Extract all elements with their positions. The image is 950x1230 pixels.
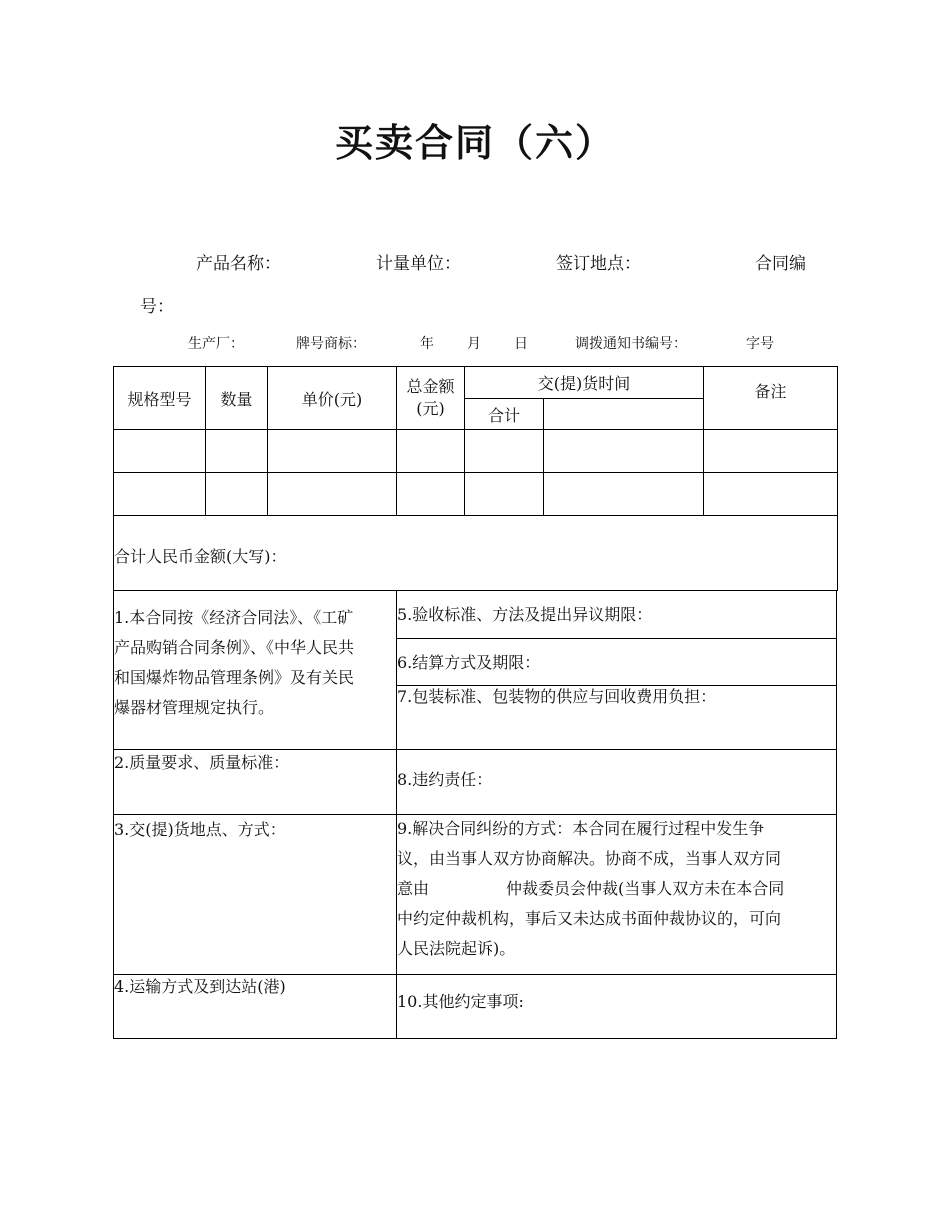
factory-label: 生产厂：: [188, 336, 244, 352]
clause-1-line: 爆器材管理规定执行。: [114, 698, 275, 717]
cell: [206, 473, 268, 516]
clause-1: [114, 603, 404, 723]
header-qty: 数量: [206, 367, 268, 430]
cell: [465, 430, 544, 473]
clause-2: 2.质量要求、质量标准：: [114, 753, 290, 772]
header-delivery: 交(提)货时间: [465, 367, 704, 399]
notice-no-label: 调拨通知书编号：: [575, 336, 687, 352]
clauses-section: [113, 590, 837, 1039]
header-remark: 备注: [704, 367, 838, 430]
clause-1-line: 和国爆炸物品管理条例》及有关民: [114, 668, 355, 687]
clause-9-line: [397, 874, 837, 904]
clause-9-line: 议，由当事人双方协商解决。协商不成，当事人双方同: [397, 849, 782, 868]
header-total: [397, 367, 465, 430]
clause-1-line: 产品购销合同条例》、《中华人民共: [114, 638, 355, 657]
cell: [544, 430, 704, 473]
clause-9-line: 9.解决合同纠纷的方式：本合同在履行过程中发生争: [397, 819, 765, 838]
cell: [397, 473, 465, 516]
clause-9-line: 中约定仲裁机构，事后又未达成书面仲裁协议的，可向: [397, 909, 782, 928]
zi-hao-label: 字号: [746, 336, 774, 352]
cell: [465, 473, 544, 516]
cell: [114, 430, 206, 473]
header-total-a: 总金额: [406, 377, 455, 396]
clause-1-line: 1.本合同按《经济合同法》、《工矿: [114, 608, 354, 627]
cell: [268, 430, 397, 473]
clause-10: 10.其他约定事项:: [397, 992, 524, 1011]
header-total-b: (元): [416, 399, 445, 418]
document-title: 买卖合同（六）: [334, 121, 615, 165]
day-label: 日: [514, 336, 528, 352]
product-name-label: 产品名称：: [196, 254, 281, 274]
cell: [544, 473, 704, 516]
clause-9: [397, 814, 837, 964]
cell: [397, 430, 465, 473]
cell: [114, 473, 206, 516]
clause-9-arbitration-rest: 仲裁委员会仲裁(当事人双方未在本合同: [506, 879, 785, 898]
clause-9-line: 人民法院起诉)。: [397, 939, 516, 958]
cell: [206, 430, 268, 473]
brand-label: 牌号商标：: [296, 336, 366, 352]
clause-9-arbitration-prefix: 意由: [397, 879, 430, 898]
contract-no-label-a: 合同编: [755, 254, 806, 274]
sign-place-label: 签订地点：: [556, 254, 641, 274]
unit-label: 计量单位：: [376, 254, 461, 274]
table-row: [114, 430, 838, 473]
clause-4: 4.运输方式及到达站(港): [114, 977, 286, 996]
table-row: [114, 473, 838, 516]
month-label: 月: [467, 336, 481, 352]
clause-8: 8.违约责任：: [397, 770, 493, 789]
year-label: 年: [420, 336, 434, 352]
header-delivery-blank: [544, 399, 704, 430]
contract-no-label-b: 号：: [140, 297, 174, 317]
clause-5: 5.验收标准、方法及提出异议期限：: [397, 605, 653, 624]
cell: [704, 430, 838, 473]
cell: [268, 473, 397, 516]
clause-6: 6.结算方式及期限：: [397, 653, 541, 672]
total-rmb: 合计人民币金额(大写)：: [114, 516, 838, 591]
header-spec: 规格型号: [114, 367, 206, 430]
cell: [704, 473, 838, 516]
header-subtotal: 合计: [465, 399, 544, 430]
clause-7: 7.包装标准、包装物的供应与回收费用负担：: [397, 687, 717, 706]
goods-table: [113, 366, 838, 591]
clause-3: 3.交(提)货地点、方式：: [114, 820, 286, 839]
header-price: 单价(元): [268, 367, 397, 430]
